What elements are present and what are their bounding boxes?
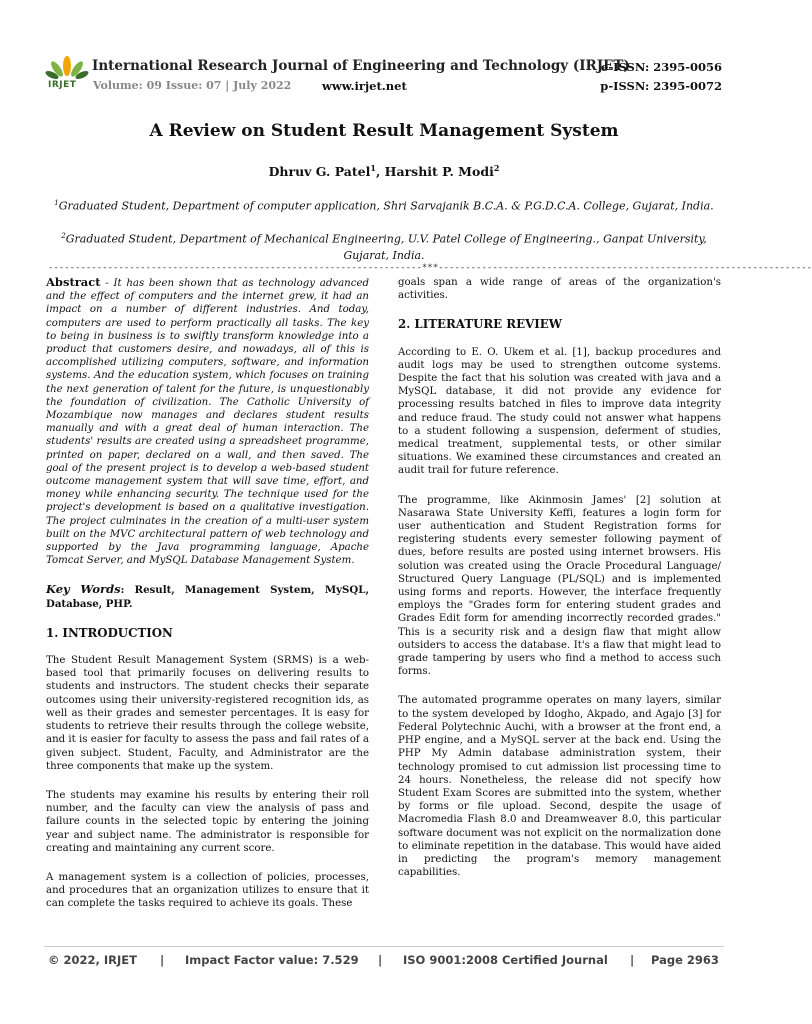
keywords	[46, 583, 369, 610]
footer-copyright: © 2022, IRJET	[48, 953, 137, 967]
footer-separator: |	[160, 953, 165, 967]
footer-impact-factor: Impact Factor value: 7.529	[185, 953, 359, 967]
e-issn: e-ISSN: 2395-0056	[601, 60, 722, 74]
paragraph: goals span a wide range of areas of the organization's activities.	[398, 277, 721, 302]
journal-title: International Research Journal of Engineering and Technology (IRJET)	[92, 58, 630, 74]
affiliation-2-text: Graduated Student, Department of Mechanical Engineering, U.V. Patel College of Engineering., Ganpat University, Gujarat, India.	[65, 232, 707, 262]
paragraph: The students may examine his results by entering their roll number, and the faculty can view the analysis of pass and failure counts in the selected topic by entering the joining year and subject name. The administrator is responsible for creating and maintaining any current score.	[46, 789, 369, 854]
paragraph: The programme, like Akinmosin James' [2] solution at Nasarawa State University Keffi, features a login form for user authentication and Student Registration forms for registering students every semester following payment of dues, before results are posted using internet browsers. His solution was created using the Oracle Procedural Language/ Structured Query Language (PL/SQL) and is implemented using forms and reports. However, the interface frequently employs the "Grades form for entering student grades and Grades Edit form for amending incorrectly recorded grades." This is a security risk and a design flaw that might allow outsiders to access the database. It's a flaw that might lead to grade tampering by users who find a method to access such forms.	[398, 494, 721, 678]
volume-issue: Volume: 09 Issue: 07 | July 2022	[93, 79, 292, 92]
keywords-text: : Result, Management System, MySQL, Database, PHP.	[46, 584, 369, 610]
author-2: Harshit P. Modi	[384, 164, 494, 180]
section-divider: ---------------------------------------------------------------------***---------------------------------------------------------------------	[48, 263, 812, 273]
left-column	[46, 276, 369, 927]
author-1-sup: 1	[370, 163, 376, 173]
paper-title: A Review on Student Result Management System	[149, 121, 619, 141]
logo-text: IRJET	[48, 80, 77, 90]
paragraph: A management system is a collection of policies, processes, and procedures that an organization utilizes to ensure that it can complete the tasks required to achieve its goals. These	[46, 871, 369, 910]
affiliation-2-sup: 2	[61, 232, 66, 240]
keywords-label: Key Words	[46, 582, 121, 597]
section-heading-literature-review: 2. LITERATURE REVIEW	[398, 317, 562, 332]
author-line	[0, 163, 768, 179]
footer-rule	[44, 946, 724, 947]
right-column	[398, 276, 721, 895]
author-1: Dhruv G. Patel	[268, 164, 371, 180]
footer-separator: |	[378, 953, 383, 967]
journal-url[interactable]: www.irjet.net	[322, 79, 407, 93]
paragraph: The Student Result Management System (SRMS) is a web-based tool that primarily focuses on delivering results to students and instructors. The student checks their separate outcomes using their university-registered recognition ids, as well as their grades and semester percentages. It is easy for students to retrieve their results through the college website, and it is easier for faculty to assess the pass and fail rates of a given subject. Student, Faculty, and Administrator are the three components that make up the system.	[46, 655, 369, 772]
footer-page-number: Page 2963	[651, 953, 719, 967]
abstract-text: - It has been shown that as technology advanced and the effect of computers and the internet grew, it had an impact on a number of different industries. And today, computers are used to perform practically all tasks. The key to being in business is to swiftly transform knowledge into a product that customers desire, and nowadays, all of this is accomplished utilizing computers, software, and information systems. And the education system, which focuses on training the next generation of talent for the future, is unquestionably the foundation of civilization. The Catholic University of Mozambique now manages and declares student results manually and with a great deal of human interaction. The students' results are created using a spreadsheet programme, printed on paper, declared on a wall, and then saved. The goal of the present project is to develop a web-based student outcome management system that will save time, effort, and money while enhancing security. The technique used for the project's development is based on a qualitative investigation. The project culminates in the creation of a multi-user system built on the MVC architectural pattern of web technology and supported by the Java programming language, Apache Tomcat Server, and MySQL Database Management System.	[46, 278, 369, 567]
paragraph: The automated programme operates on many layers, similar to the system developed by Idogho, Akpado, and Agajo [3] for Federal Polytechnic Auchi, with a browser at the front end, a PHP engine, and a MySQL server at the back end. Using the PHP My Admin database administration system, their technology promised to cut admission list processing time to 24 hours. Nonetheless, the release did not specify how Student Exam Scores are submitted into the system, whether by forms or file upload. Second, despite the usage of Macromedia Flash 8.0 and Dreamweaver 8.0, this particular software document was not explicit on the normalization done to eliminate repetition in the database. This would have aided in predicting the program's memory management capabilities.	[398, 695, 721, 879]
paragraph: According to E. O. Ukem et al. [1], backup procedures and audit logs may be used to strengthen outcome systems. Despite the fact that his solution was created with java and a MySQL database, it did not provide any evidence for processing results batched in files to improve data integrity and reduce fraud. The study could not answer what happens to a student following a suspension, deferment of studies, medical treatment, supplemental tests, or other similar situations. We examined these circumstances and created an audit trail for future reference.	[398, 346, 721, 477]
affiliation-2	[46, 228, 722, 264]
abstract	[46, 276, 369, 567]
p-issn: p-ISSN: 2395-0072	[600, 79, 722, 93]
affiliation-1-sup: 1	[54, 199, 59, 207]
section-heading-introduction: 1. INTRODUCTION	[46, 625, 173, 640]
footer-separator: |	[630, 953, 635, 967]
affiliation-1-text: Graduated Student, Department of computer application, Shri Sarvajanik B.C.A. & P.G.D.C.A. College, Gujarat, India.	[58, 199, 714, 213]
author-2-sup: 2	[493, 163, 500, 173]
author-separator: ,	[375, 164, 385, 180]
irjet-logo-icon	[44, 52, 90, 98]
footer-iso: ISO 9001:2008 Certified Journal	[403, 953, 608, 967]
journal-header	[40, 50, 728, 100]
page-footer	[44, 953, 720, 971]
affiliation-1	[46, 195, 722, 215]
abstract-label: Abstract	[46, 275, 101, 289]
